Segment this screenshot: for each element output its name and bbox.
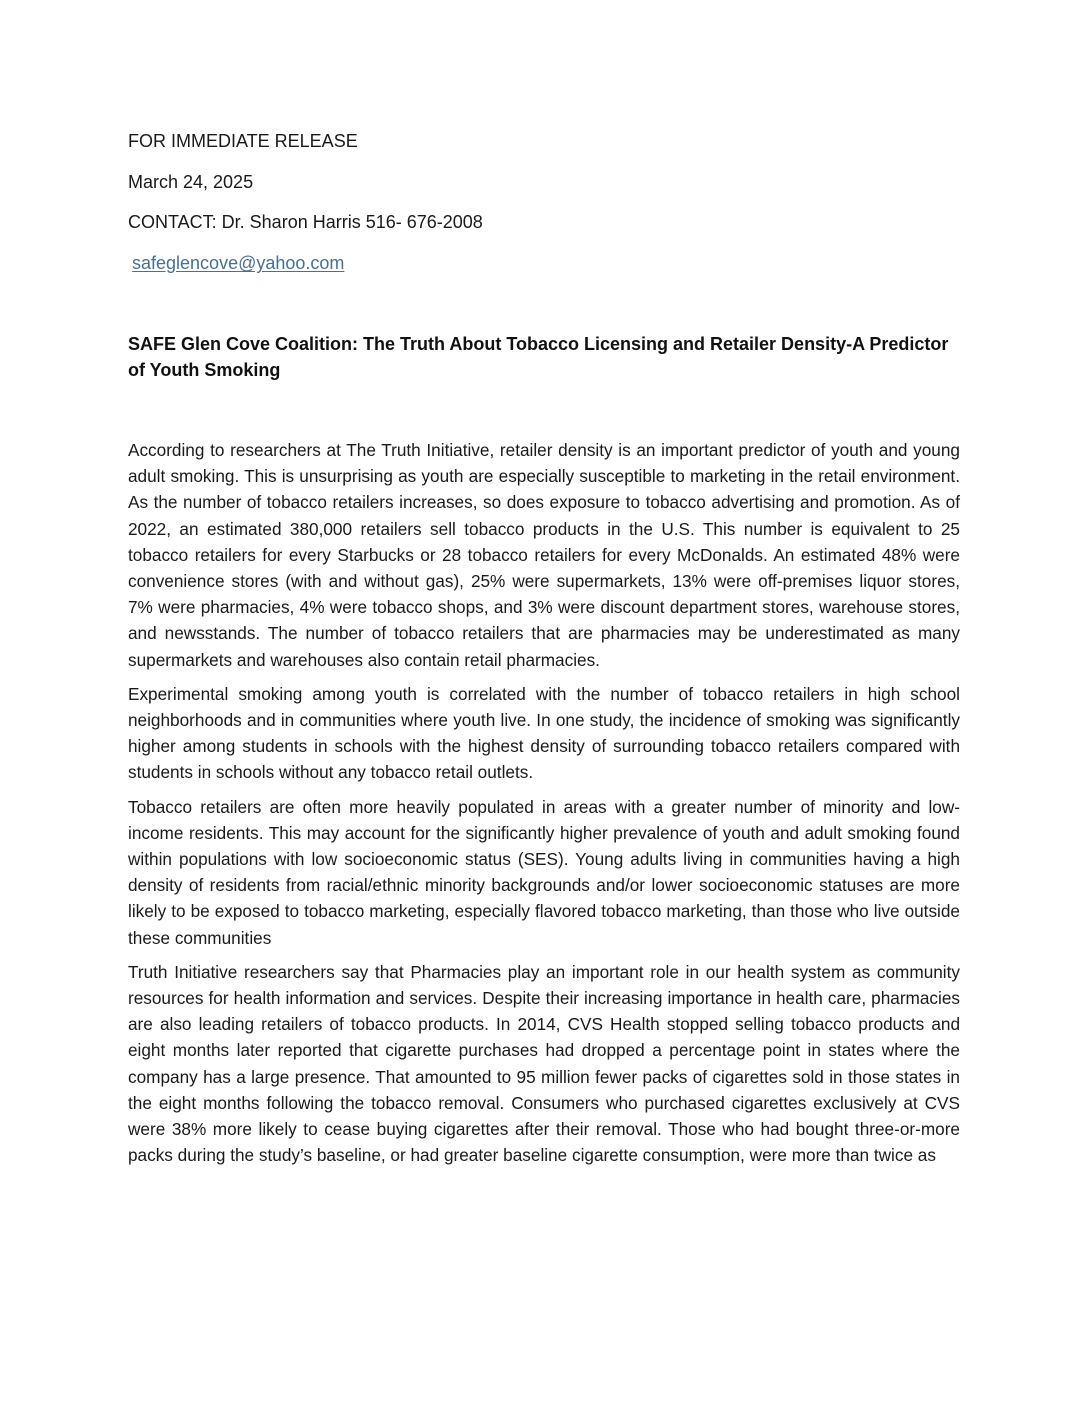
body-paragraph-1: According to researchers at The Truth Initiative, retailer density is an important predictor of youth and young adult smoking. This is unsurprising as youth are especially susceptible to marketing in the retail environment. As the number of tobacco retailers increases, so does exposure to tobacco advertising and promotion. As of 2022, an estimated 380,000 retailers sell tobacco products in the U.S. This number is equivalent to 25 tobacco retailers for every Starbucks or 28 tobacco retailers for every McDonalds. An estimated 48% were convenience stores (with and without gas), 25% were supermarkets, 13% were off-premises liquor stores, 7% were pharmacies, 4% were tobacco shops, and 3% were discount department stores, warehouse stores, and newsstands. The number of tobacco retailers that are pharmacies may be underestimated as many supermarkets and warehouses also contain retail pharmacies. bbox=[128, 440, 960, 670]
press-release-headline: SAFE Glen Cove Coalition: The Truth About Tobacco Licensing and Retailer Density-A Predictor of Youth Smoking bbox=[128, 334, 949, 380]
body-paragraph-2: Experimental smoking among youth is correlated with the number of tobacco retailers in high school neighborhoods and in communities where youth live. In one study, the incidence of smoking was significantly higher among students in schools with the highest density of surrounding tobacco retailers compared with students in schools without any tobacco retail outlets. bbox=[128, 683, 960, 783]
release-label: FOR IMMEDIATE RELEASE bbox=[128, 131, 358, 151]
release-date: March 24, 2025 bbox=[128, 172, 254, 192]
contact-line: CONTACT: Dr. Sharon Harris 516- 676-2008 bbox=[128, 212, 483, 232]
body-paragraph-3: Tobacco retailers are often more heavily populated in areas with a greater number of minority and low-income residents. This may account for the significantly higher prevalence of youth and adult smoking found within populations with low socioeconomic status (SES). Young adults living in communities having a high density of residents from racial/ethnic minority backgrounds and/or lower socioeconomic statuses are more likely to be exposed to tobacco marketing, especially flavored tobacco marketing, than those who live outside these communities bbox=[128, 796, 960, 948]
body-paragraph-4: Truth Initiative researchers say that Pharmacies play an important role in our health system as community resources for health information and services. Despite their increasing importance in health care, pharmacies are also leading retailers of tobacco products. In 2014, CVS Health stopped selling tobacco products and eight months later reported that cigarette purchases had dropped a percentage point in states where the company has a large presence. That amounted to 95 million fewer packs of cigarettes sold in those states in the eight months following the tobacco removal. Consumers who purchased cigarettes exclusively at CVS were 38% more likely to cease buying cigarettes after their removal. Those who had bought three-or-more packs during the study’s baseline, or had greater baseline cigarette consumption, were more than twice as bbox=[128, 961, 960, 1166]
press-release-body bbox=[128, 437, 960, 1176]
email-link[interactable]: safeglencove@yahoo.com bbox=[132, 253, 345, 273]
email-line bbox=[132, 252, 344, 274]
